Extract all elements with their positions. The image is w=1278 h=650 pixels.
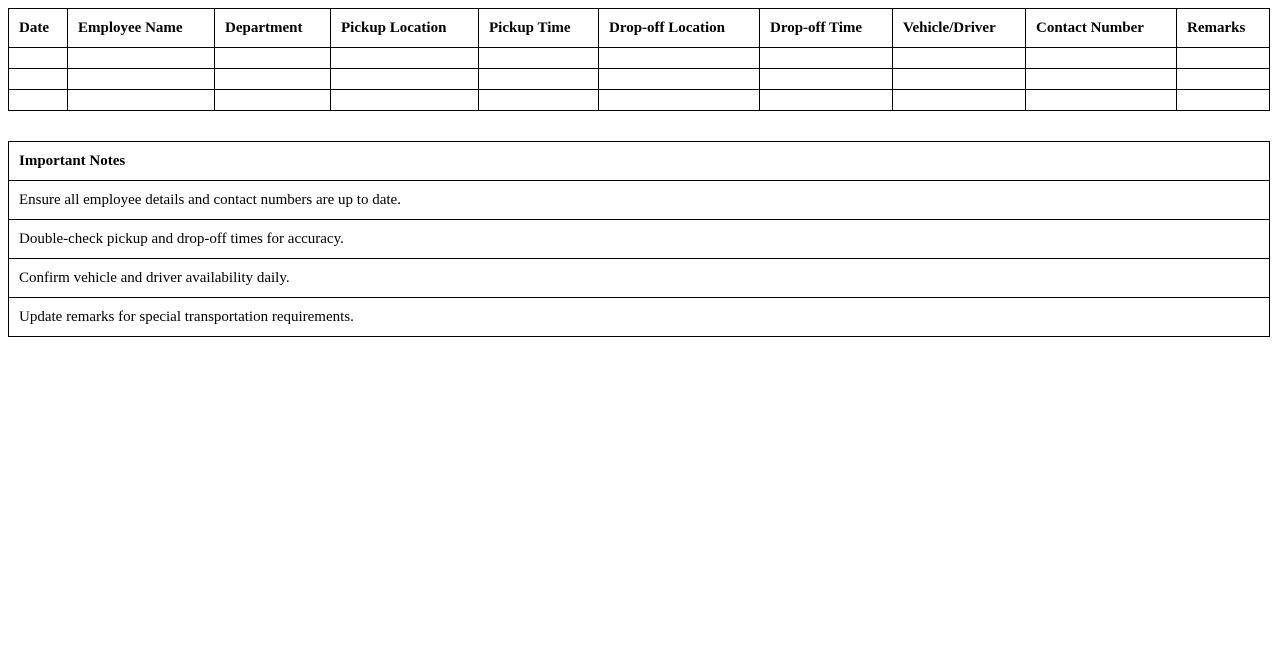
table-cell[interactable]	[331, 69, 479, 90]
table-cell[interactable]	[331, 90, 479, 111]
table-cell[interactable]	[68, 48, 215, 69]
table-cell[interactable]	[1026, 69, 1177, 90]
table-cell[interactable]	[68, 90, 215, 111]
table-cell[interactable]	[215, 48, 331, 69]
table-cell[interactable]	[215, 90, 331, 111]
table-row	[9, 69, 1270, 90]
note-row	[9, 259, 1270, 298]
table-cell[interactable]	[599, 48, 760, 69]
column-header: Date	[9, 9, 68, 48]
table-cell[interactable]	[479, 69, 599, 90]
note-item: Update remarks for special transportation requirements.	[9, 298, 1270, 337]
table-cell[interactable]	[599, 69, 760, 90]
table-cell[interactable]	[1177, 48, 1270, 69]
table-cell[interactable]	[760, 69, 893, 90]
table-cell[interactable]	[760, 48, 893, 69]
note-item: Confirm vehicle and driver availability daily.	[9, 259, 1270, 298]
table-cell[interactable]	[215, 69, 331, 90]
important-notes-table	[8, 141, 1270, 337]
table-cell[interactable]	[479, 48, 599, 69]
transport-schedule-table	[8, 8, 1270, 111]
table-cell[interactable]	[9, 48, 68, 69]
column-header: Pickup Location	[331, 9, 479, 48]
column-header: Remarks	[1177, 9, 1270, 48]
note-row	[9, 298, 1270, 337]
table-row	[9, 48, 1270, 69]
column-header: Drop-off Time	[760, 9, 893, 48]
table-cell[interactable]	[1177, 90, 1270, 111]
note-item: Double-check pickup and drop-off times for accuracy.	[9, 220, 1270, 259]
note-item: Ensure all employee details and contact numbers are up to date.	[9, 181, 1270, 220]
table-cell[interactable]	[893, 90, 1026, 111]
note-row	[9, 181, 1270, 220]
column-header: Employee Name	[68, 9, 215, 48]
table-cell[interactable]	[599, 90, 760, 111]
table-cell[interactable]	[1026, 48, 1177, 69]
column-header: Contact Number	[1026, 9, 1177, 48]
column-header: Pickup Time	[479, 9, 599, 48]
table-cell[interactable]	[1026, 90, 1177, 111]
table-cell[interactable]	[893, 48, 1026, 69]
header-row	[9, 9, 1270, 48]
table-cell[interactable]	[760, 90, 893, 111]
column-header: Drop-off Location	[599, 9, 760, 48]
table-row	[9, 90, 1270, 111]
table-cell[interactable]	[479, 90, 599, 111]
note-row	[9, 220, 1270, 259]
table-cell[interactable]	[9, 69, 68, 90]
table-cell[interactable]	[1177, 69, 1270, 90]
notes-title: Important Notes	[9, 142, 1270, 181]
table-cell[interactable]	[68, 69, 215, 90]
table-cell[interactable]	[9, 90, 68, 111]
column-header: Vehicle/Driver	[893, 9, 1026, 48]
table-cell[interactable]	[331, 48, 479, 69]
table-cell[interactable]	[893, 69, 1026, 90]
column-header: Department	[215, 9, 331, 48]
